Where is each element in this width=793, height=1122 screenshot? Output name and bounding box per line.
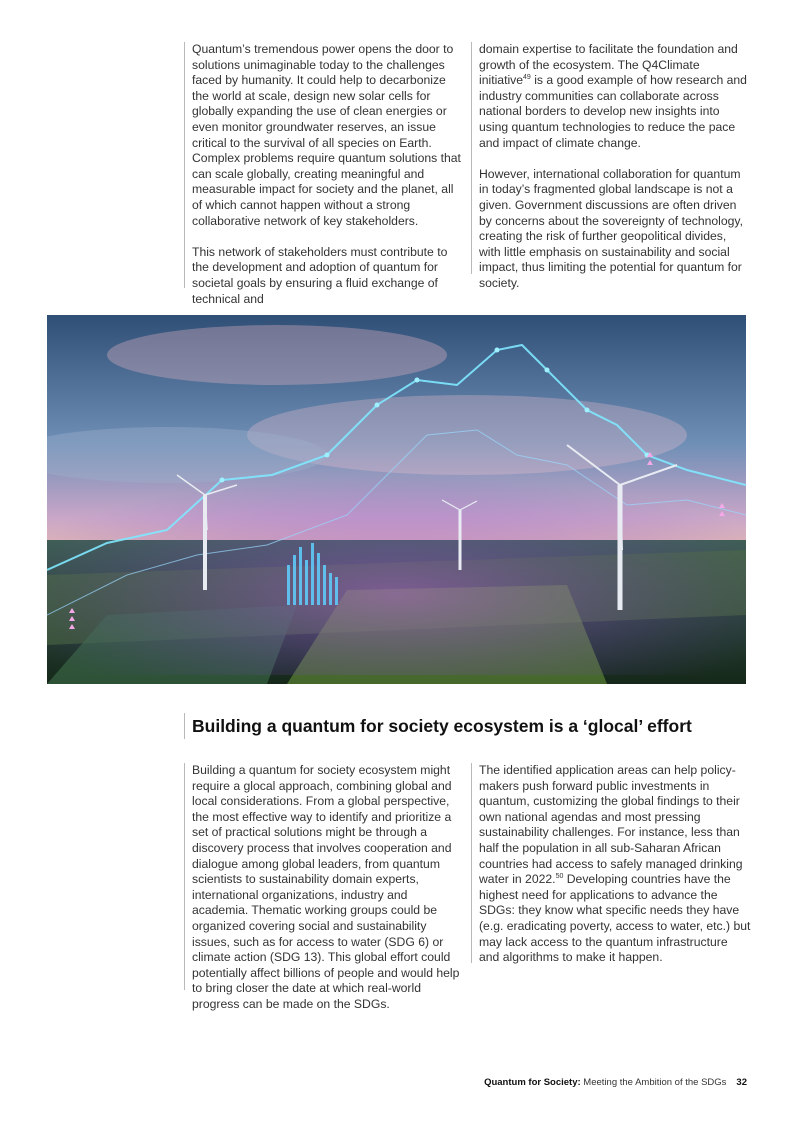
footer-title-bold: Quantum for Society:: [484, 1077, 581, 1088]
bottom-right-p1-text-b: Developing countries have the highest need for applications to advance the SDGs: they know what specific needs they have (e.g. eradicating poverty, access to water, etc.) but may lack access to the quantum infrastructure and algorithms to make it happen.: [479, 872, 751, 965]
footer-title-rest: Meeting the Ambition of the SDGs: [580, 1077, 727, 1088]
footnote-ref-50[interactable]: 50: [555, 873, 564, 881]
footnote-ref-49[interactable]: 49: [523, 74, 531, 82]
bottom-right-paragraph-1: [479, 763, 751, 966]
bottom-right-p1-text-a: The identified application areas can help policy-makers push forward public investments in quantum, customizing the global findings to their own national agendas and most pressing sustainability challenges. For instance, less than half the population in all sub-Saharan African countries had access to safely managed drinking water in 2022.: [479, 763, 743, 887]
top-right-column: [471, 42, 751, 290]
hero-image: [47, 315, 746, 684]
top-right-paragraph-1: [479, 42, 751, 151]
bottom-left-column: [184, 763, 464, 1011]
page-number: 32: [736, 1077, 747, 1088]
top-right-p1-text-b: is a good example of how research and industry communities can collaborate across national borders to develop new insights into using quantum technologies to reduce the pace and impact of climate change.: [479, 73, 747, 150]
page-footer: [484, 1077, 747, 1088]
bottom-left-paragraph-1: Building a quantum for society ecosystem might require a glocal approach, combining global and local considerations. From a global perspective, the most effective way to identify and prioritize a set of practical solutions might be through a discovery process that involves cooperation and dialogue among global leaders, from quantum scientists to sustainability domain experts, international organizations, industry and academia. Thematic working groups could be organized covering social and sustainability issues, such as for access to water (SDG 6) or climate action (SDG 13). This global effort could potentially affect billions of people and would help to bring closer the date at which real-world progress can be made on the SDGs.: [192, 763, 460, 1011]
top-left-paragraph-1: Quantum’s tremendous power opens the door to solutions unimaginable today to the challenges faced by humanity. It could help to decarbonize the world at scale, design new solar cells for globally expanding the use of clean energies or even monitor groundwater reserves, an issue critical to the survival of all species on Earth. Complex problems require quantum solutions that can scale globally, creating meaningful and measurable impact for society and the planet, all of which cannot happen without a strong collaborative network of key stakeholders.: [192, 42, 461, 228]
top-right-p1-text-a: domain expertise to facilitate the foundation and growth of the ecosystem. The Q4Climate initiative: [479, 42, 738, 88]
top-left-column: [184, 42, 462, 306]
bottom-right-column: [471, 763, 751, 963]
top-left-paragraph-2: This network of stakeholders must contribute to the development and adoption of quantum for societal goals by ensuring a fluid exchange of technical and: [192, 244, 448, 306]
section-heading: Building a quantum for society ecosystem is a ‘glocal’ effort: [184, 713, 752, 739]
top-right-paragraph-2: However, international collaboration for quantum in today’s fragmented global landscape is not a given. Government discussions are often driven by concerns about the sovereignty of technology, creating the risk of further geopolitical divides, with little emphasis on sustainability and social impact, thus limiting the potential for quantum for society.: [479, 166, 744, 290]
wind-turbines-data-overlay-photo: [47, 315, 746, 684]
